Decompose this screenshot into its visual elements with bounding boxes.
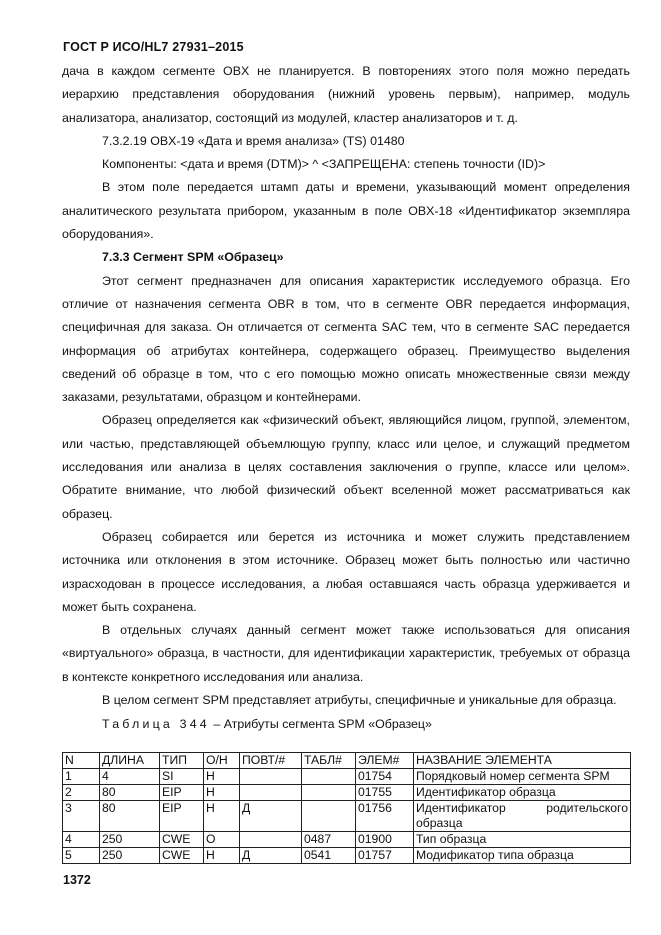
table-cell: SI [160,769,204,785]
table-cell: EIP [160,785,204,801]
table-cell: Д [240,801,302,832]
paragraph: В целом сегмент SPM представляет атрибуты, специфичные и уникальные для образца. [102,693,617,708]
header-cell: N [63,753,100,769]
table-caption-dash: – [209,717,224,732]
table-row [63,801,631,832]
table-cell: 1 [63,769,100,785]
table-caption-label: Таблица 344 [102,717,210,732]
attributes-table [62,752,631,864]
table-cell: Идентификатор родительского образца [414,801,631,832]
table-caption-title: Атрибуты сегмента SPM «Образец» [223,717,432,732]
paragraph: В этом поле передается штамп даты и времени, указывающий момент определения аналитического результата прибором, указанным в поле OBX-18 «Идентификатор экземпляра оборудования». [62,180,630,242]
table-cell: Н [204,801,240,832]
header-cell: ТИП [160,753,204,769]
paragraph: Образец собирается или берется из источника и может служить представлением источника или отклонения в этом источнике. Образец может быть полностью или частично израсходован в процессе исследования, а любая оставшаяся часть образца удерживается и может быть сохранена. [62,529,630,614]
paragraph: дача в каждом сегменте OBX не планируется. В повторениях этого поля можно передать иерархию представления оборудования (нижний уровень первым), например, модуль анализатора, анализатор, состоящий из модулей, кластер анализаторов и т. д. [62,64,630,125]
header-cell: ЭЛЕМ# [356,753,414,769]
table-cell [240,832,302,848]
table-cell: 5 [63,848,100,864]
document-header: ГОСТ Р ИСО/HL7 27931–2015 [63,40,244,54]
table-cell: Порядковый номер сегмента SPM [414,769,631,785]
table-cell [302,785,356,801]
table-cell: 2 [63,785,100,801]
table-cell: 0541 [302,848,356,864]
body-text [62,60,630,734]
header-cell: НАЗВАНИЕ ЭЛЕМЕНТА [414,753,631,769]
table-row [63,769,631,785]
table-row [63,785,631,801]
table-cell: 01755 [356,785,414,801]
table-cell [302,801,356,832]
table-cell: 4 [100,769,160,785]
table-cell: О [204,832,240,848]
paragraph: В отдельных случаях данный сегмент может также использоваться для описания «виртуального» образца, в частности, для идентификации характеристик, требуемых от образца в контексте конкретного исследования или анализа. [62,623,630,684]
paragraph: Компоненты: <дата и время (DTM)> ^ <ЗАПРЕЩЕНА: степень точности (ID)> [102,157,546,172]
table-cell: 250 [100,848,160,864]
paragraph: Образец определяется как «физический объект, являющийся лицом, группой, элементом, или частью, представляющей объемлющую группу, класс или целое, и служащий предметом исследования или анализа в целях составления заключения о группе, классе или целом». Обратите внимание, что любой физический объект вселенной может рассматриваться как образец. [62,413,630,521]
paragraph: Этот сегмент предназначен для описания характеристик исследуемого образца. Его отличие от назначения сегмента OBR в том, что в сегменте OBR передается информация, специфичная для заказа. Он отличается от сегмента SAC тем, что в сегменте SAC передается информация об атрибутах контейнера, содержащего образец. Преимущество выделения сведений об образце в том, что с его помощью можно описать множественные связи между заказами, результатами, образцом и контейнерами. [62,273,630,405]
table-cell: 80 [100,785,160,801]
table-cell: 3 [63,801,100,832]
table-cell: Идентификатор образца [414,785,631,801]
header-cell: ПОВТ/# [240,753,302,769]
table-cell [240,769,302,785]
table-cell: Н [204,785,240,801]
table-header-row [63,753,631,769]
table-cell: EIP [160,801,204,832]
table-cell: CWE [160,848,204,864]
table-cell: 80 [100,801,160,832]
table-cell: 01900 [356,832,414,848]
table-cell: CWE [160,832,204,848]
table-cell: Тип образца [414,832,631,848]
table-cell [302,769,356,785]
header-cell: О/Н [204,753,240,769]
table-cell: 0487 [302,832,356,848]
page-number: 1372 [63,873,91,887]
table-cell: Н [204,848,240,864]
table-cell: 01757 [356,848,414,864]
section-heading: 7.3.3 Сегмент SPM «Образец» [102,250,284,265]
header-cell: ДЛИНА [100,753,160,769]
table-cell [240,785,302,801]
table-cell: 01756 [356,801,414,832]
header-cell: ТАБЛ# [302,753,356,769]
table-row [63,832,631,848]
table-cell: 4 [63,832,100,848]
table-caption [62,714,630,734]
table-cell: 01754 [356,769,414,785]
table-cell: Д [240,848,302,864]
table-row [63,848,631,864]
table-cell: Н [204,769,240,785]
table-cell: Модификатор типа образца [414,848,631,864]
table-cell: 250 [100,832,160,848]
clause-heading: 7.3.2.19 OBX-19 «Дата и время анализа» (TS) 01480 [102,133,405,148]
